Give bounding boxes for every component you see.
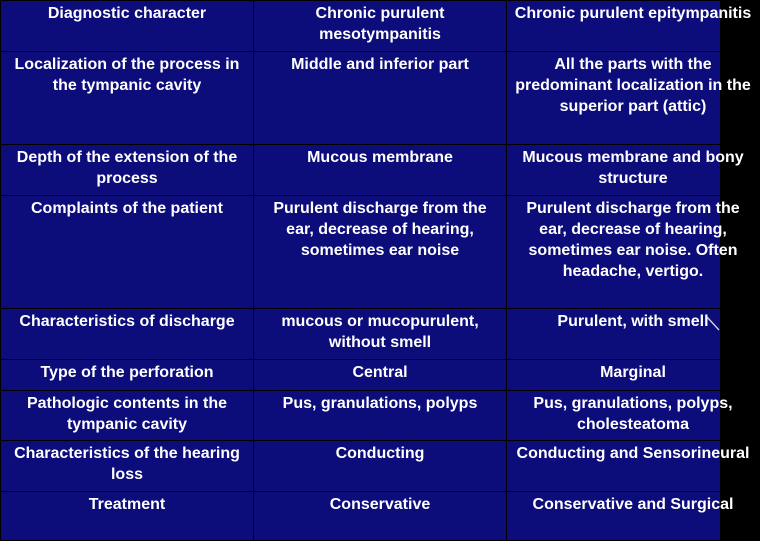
row-label: Complaints of the patient — [1, 196, 254, 309]
row-label: Treatment — [1, 492, 254, 541]
mesotympanitis-cell: Mucous membrane — [254, 145, 507, 196]
table-row — [1, 492, 760, 541]
epitympanitis-cell: Marginal — [507, 360, 760, 391]
mesotympanitis-cell: Conducting — [254, 441, 507, 492]
row-label: Depth of the extension of the process — [1, 145, 254, 196]
row-label: Characteristics of the hearing loss — [1, 441, 254, 492]
header-diagnostic-character: Diagnostic character — [1, 1, 254, 52]
table-row — [1, 52, 760, 145]
pointer-line-icon — [706, 316, 722, 332]
table-header-row — [1, 1, 760, 52]
epitympanitis-cell: Mucous membrane and bony structure — [507, 145, 760, 196]
table-row — [1, 391, 760, 441]
epitympanitis-cell: Purulent, with smell — [507, 309, 760, 360]
header-epitympanitis: Chronic purulent epitympanitis — [507, 1, 760, 52]
epitympanitis-cell: Purulent discharge from the ear, decrease of hearing, sometimes ear noise. Often headache, vertigo. — [507, 196, 760, 309]
epitympanitis-cell: All the parts with the predominant localization in the superior part (attic) — [507, 52, 760, 145]
header-mesotympanitis: Chronic purulent mesotympanitis — [254, 1, 507, 52]
table-row — [1, 360, 760, 391]
epitympanitis-cell: Conducting and Sensorineural — [507, 441, 760, 492]
row-label: Pathologic contents in the tympanic cavity — [1, 391, 254, 441]
mesotympanitis-cell: Conservative — [254, 492, 507, 541]
epitympanitis-cell: Conservative and Surgical — [507, 492, 760, 541]
row-label: Localization of the process in the tympanic cavity — [1, 52, 254, 145]
mesotympanitis-cell: Purulent discharge from the ear, decrease of hearing, sometimes ear noise — [254, 196, 507, 309]
mesotympanitis-cell: Middle and inferior part — [254, 52, 507, 145]
epitympanitis-cell: Pus, granulations, polyps, cholesteatoma — [507, 391, 760, 441]
mesotympanitis-cell: Central — [254, 360, 507, 391]
row-label: Type of the perforation — [1, 360, 254, 391]
table-row — [1, 309, 760, 360]
table-row — [1, 441, 760, 492]
table-row — [1, 196, 760, 309]
mesotympanitis-cell: mucous or mucopurulent, without smell — [254, 309, 507, 360]
row-label: Characteristics of discharge — [1, 309, 254, 360]
mesotympanitis-cell: Pus, granulations, polyps — [254, 391, 507, 441]
table-row — [1, 145, 760, 196]
